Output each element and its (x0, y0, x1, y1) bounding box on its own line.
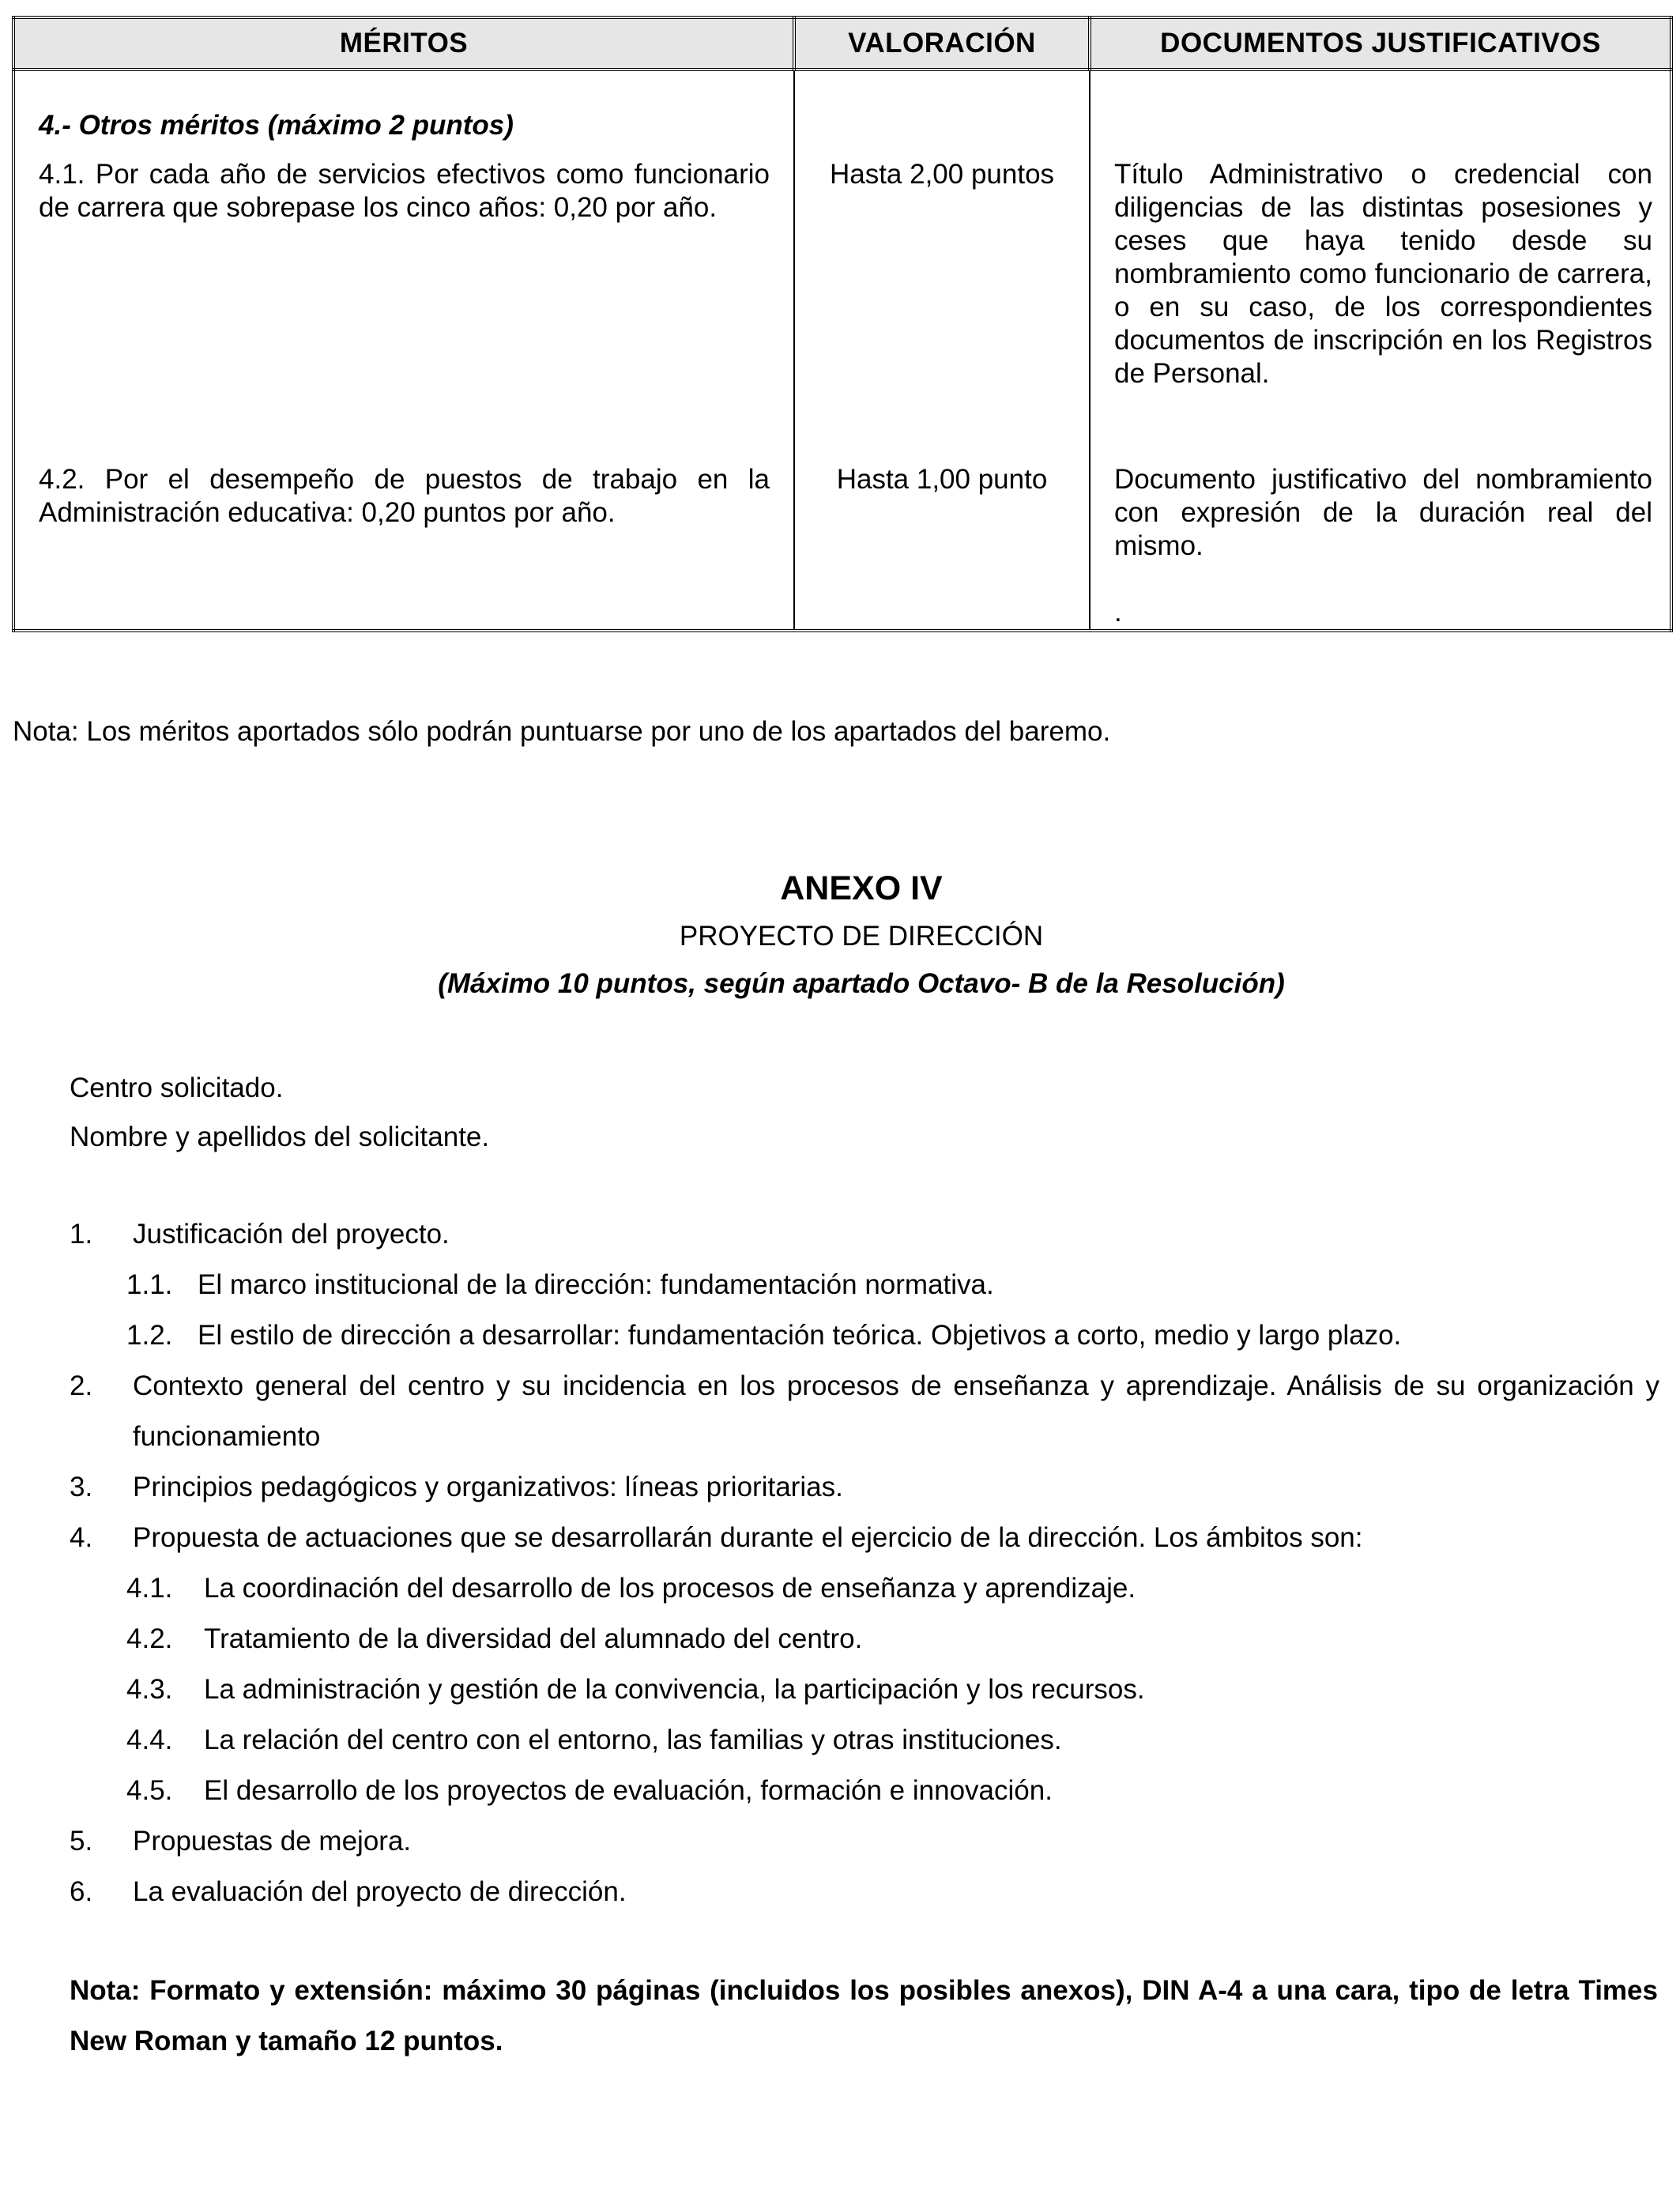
documents-text: Título Administrativo o credencial con diligencias de las distintas posesiones y ceses que haya tenido desde su nombramiento como funcionario de carrera, o en su caso, de los correspondientes documentos de inscripción en los Registros de Personal. (1114, 159, 1652, 389)
list-item-text: La coordinación del desarrollo de los procesos de enseñanza y aprendizaje. (204, 1573, 1136, 1604)
list-item (0, 1715, 1680, 1766)
section-title: 4.- Otros méritos (máximo 2 puntos) (39, 110, 514, 141)
list-item (0, 1867, 1680, 1917)
project-outline (0, 1209, 1680, 1917)
list-item-text: Propuestas de mejora. (133, 1826, 412, 1857)
merit-cell (13, 463, 794, 631)
list-item-number: 4.3. (126, 1674, 173, 1705)
header-meritos: MÉRITOS (13, 17, 794, 70)
annex-note: (Máximo 10 puntos, según apartado Octavo- B de la Resolución) (438, 968, 1285, 999)
merit-cell (13, 70, 794, 463)
list-item-number: 5. (70, 1826, 93, 1857)
valuation-cell (794, 70, 1090, 463)
merits-table (12, 16, 1673, 632)
list-item (0, 1260, 1680, 1310)
list-item (0, 1614, 1680, 1664)
merit-text: 4.2. Por el desempeño de puestos de trabajo en la Administración educativa: 0,20 puntos por año. (39, 464, 770, 528)
list-item-text: El marco institucional de la dirección: fundamentación normativa. (198, 1269, 994, 1300)
list-item-number: 6. (70, 1876, 93, 1907)
list-item (0, 1766, 1680, 1816)
format-note: Nota: Formato y extensión: máximo 30 páginas (incluidos los posibles anexos), DIN A-4 a una cara, tipo de letra Times New Roman y tamaño 12 puntos. (70, 1975, 1658, 2056)
list-item-text: La administración y gestión de la convivencia, la participación y los recursos. (204, 1674, 1145, 1705)
list-item-text: El estilo de dirección a desarrollar: fundamentación teórica. Objetivos a corto, medio y largo plazo. (198, 1320, 1402, 1351)
list-item (0, 1310, 1680, 1361)
field-centro: Centro solicitado. (70, 1072, 284, 1103)
list-item-text: Justificación del proyecto. (133, 1219, 450, 1250)
list-item-text: El desarrollo de los proyectos de evaluación, formación e innovación. (204, 1775, 1053, 1806)
header-valoracion: VALORACIÓN (794, 17, 1090, 70)
valuation-text: Hasta 2,00 puntos (829, 159, 1055, 190)
list-item-number: 3. (70, 1472, 93, 1502)
list-item-text: La evaluación del proyecto de dirección. (133, 1876, 627, 1907)
list-item-number: 4.4. (126, 1725, 173, 1755)
list-item-number: 4.1. (126, 1573, 173, 1604)
documents-cell (1090, 70, 1671, 463)
list-item-text: Propuesta de actuaciones que se desarrollarán durante el ejercicio de la dirección. Los ámbitos son: (133, 1522, 1363, 1553)
list-item-number: 1. (70, 1219, 93, 1250)
list-item-text: Tratamiento de la diversidad del alumnado del centro. (204, 1623, 863, 1654)
documents-text: Documento justificativo del nombramiento con expresión de la duración real del mismo. (1114, 464, 1652, 561)
list-item-text: Principios pedagógicos y organizativos: líneas prioritarias. (133, 1472, 843, 1502)
list-item (0, 1664, 1680, 1715)
list-item (0, 1816, 1680, 1867)
valuation-cell (794, 463, 1090, 631)
applicant-fields (70, 1064, 489, 1162)
list-item-number: 2. (70, 1370, 93, 1401)
annex-title: ANEXO IV (780, 869, 943, 907)
baremo-note: Nota: Los méritos aportados sólo podrán puntuarse por uno de los apartados del baremo. (13, 716, 1111, 747)
list-item (0, 1513, 1680, 1563)
valuation-text: Hasta 1,00 punto (836, 464, 1048, 495)
table-header-row (13, 17, 1671, 70)
table-row (13, 70, 1671, 463)
list-item (0, 1462, 1680, 1513)
field-nombre: Nombre y apellidos del solicitante. (70, 1122, 490, 1152)
list-item-number: 4. (70, 1522, 93, 1553)
list-item (0, 1209, 1680, 1260)
trailing-mark: . (1114, 597, 1122, 628)
documents-cell (1090, 463, 1671, 631)
list-item-number: 1.1. (126, 1269, 173, 1300)
list-item-number: 4.2. (126, 1623, 173, 1654)
list-item-number: 1.2. (126, 1320, 173, 1351)
list-item (0, 1361, 1680, 1462)
header-documentos: DOCUMENTOS JUSTIFICATIVOS (1090, 17, 1671, 70)
list-item-text: La relación del centro con el entorno, las familias y otras instituciones. (204, 1725, 1062, 1755)
table-row (13, 463, 1671, 631)
merit-text: 4.1. Por cada año de servicios efectivos como funcionario de carrera que sobrepase los cinco años: 0,20 por año. (39, 159, 770, 223)
list-item-text: Contexto general del centro y su incidencia en los procesos de enseñanza y aprendizaje. Análisis de su organización y funcionamiento (133, 1370, 1659, 1452)
list-item (0, 1563, 1680, 1614)
annex-subtitle: PROYECTO DE DIRECCIÓN (679, 921, 1044, 952)
list-item-number: 4.5. (126, 1775, 173, 1806)
